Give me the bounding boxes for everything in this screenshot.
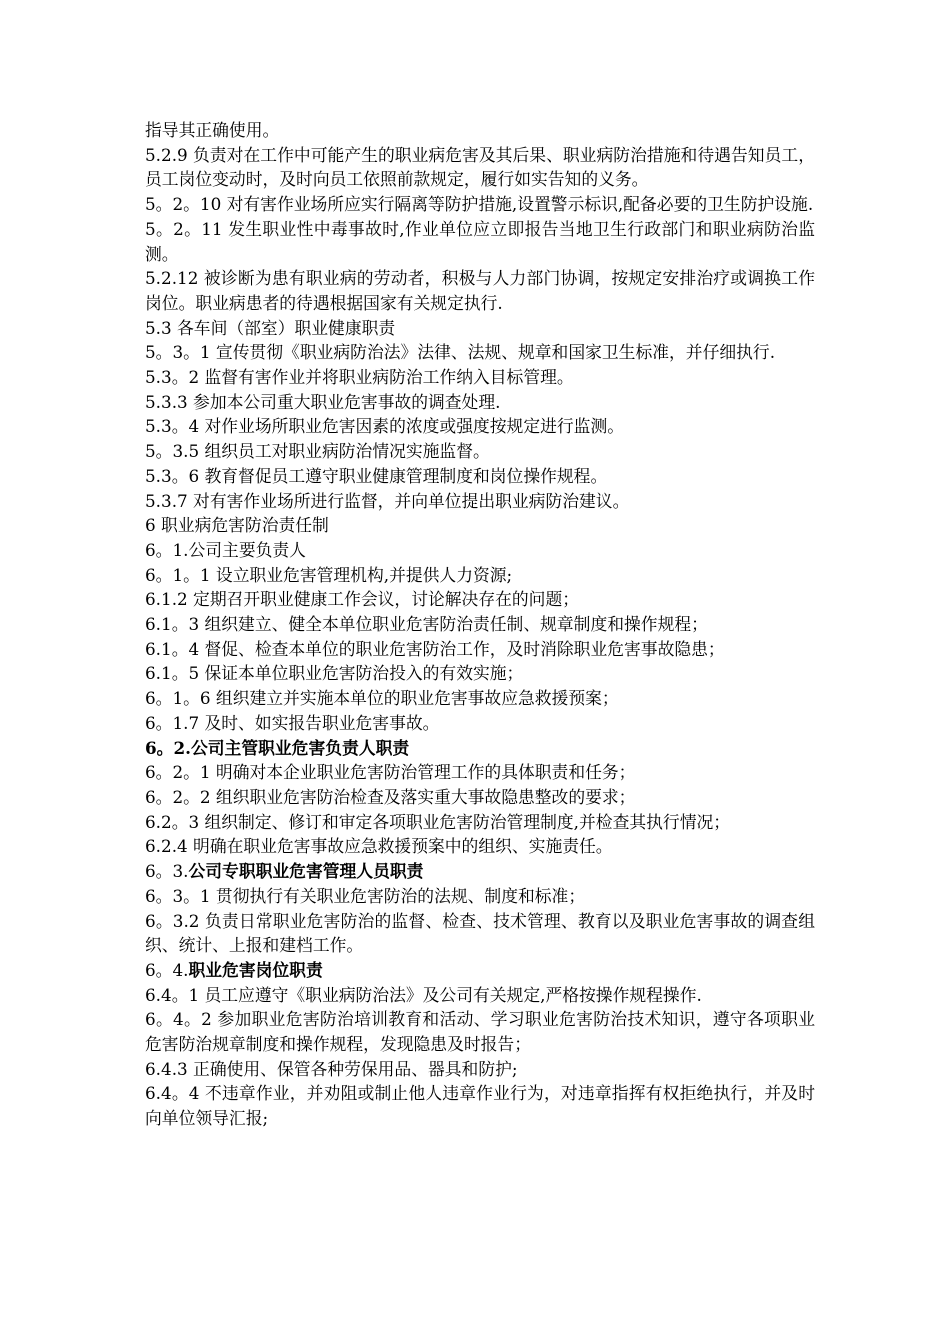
section-title-6-4: 职业危害岗位职责 [188, 959, 323, 980]
paragraph-6-4-2: 6。4。2 参加职业危害防治培训教育和活动、学习职业危害防治技术知识，遵守各项职业危害防治规章制度和操作规程，发现隐患及时报告； [145, 1009, 815, 1055]
paragraph-5-3-2: 5.3。2 监督有害作业并将职业病防治工作纳入目标管理。 [145, 367, 574, 388]
paragraph-5-3-6: 5.3。6 教育督促员工遵守职业健康管理制度和岗位操作规程。 [145, 465, 608, 486]
paragraph-6-2-2: 6。2。2 组织职业危害防治检查及落实重大事故隐患整改的要求； [145, 786, 636, 807]
section-heading-6-3 [145, 859, 815, 884]
paragraph-6-4-3: 6.4.3 正确使用、保管各种劳保用品、器具和防护; [145, 1058, 518, 1079]
paragraph-5-3-1: 5。3。1 宣传贯彻《职业病防治法》法律、法规、规章和国家卫生标准，并仔细执行. [145, 342, 776, 363]
section-heading-6: 6 职业病危害防治责任制 [145, 515, 329, 536]
paragraph-5-2-9: 5.2.9 负责对在工作中可能产生的职业病危害及其后果、职业病防治措施和待遇告知员工，员工岗位变动时，及时向员工依照前款规定，履行如实告知的义务。 [145, 144, 815, 190]
paragraph-5-3-4: 5.3。4 对作业场所职业危害因素的浓度或强度按规定进行监测。 [145, 416, 625, 437]
paragraph-6-2-3: 6.2。3 组织制定、修订和审定各项职业危害防治管理制度,并检查其执行情况； [145, 811, 731, 832]
section-heading-6-4 [145, 958, 815, 983]
paragraph-6-1-3: 6.1。3 组织建立、健全本单位职业危害防治责任制、规章制度和操作规程； [145, 614, 708, 635]
paragraph-6-2-1: 6。2。1 明确对本企业职业危害防治管理工作的具体职责和任务； [145, 762, 636, 783]
paragraph-5-2-12: 5.2.12 被诊断为患有职业病的劳动者，积极与人力部门协调，按规定安排治疗或调换工作岗位。职业病患者的待遇根据国家有关规定执行. [145, 268, 815, 313]
paragraph-0: 指导其正确使用。 [145, 120, 280, 140]
paragraph-6-4-1: 6.4。1 员工应遵守《职业病防治法》及公司有关规定,严格按操作规程操作. [145, 984, 702, 1005]
paragraph-5-3-5: 5。3.5 组织员工对职业病防治情况实施监督。 [145, 441, 490, 462]
paragraph-6-1-2: 6.1.2 定期召开职业健康工作会议，讨论解决存在的问题； [145, 589, 580, 610]
paragraph-6-3-1: 6。3。1 贯彻执行有关职业危害防治的法规、制度和标准； [145, 885, 586, 906]
section-title-6-3: 公司专职职业危害管理人员职责 [188, 861, 424, 882]
paragraph-5-3-3: 5.3.3 参加本公司重大职业危害事故的调查处理. [145, 391, 501, 412]
section-number-6-3: 6。3. [145, 861, 189, 882]
paragraph-5-3-7: 5.3.7 对有害作业场所进行监督，并向单位提出职业病防治建议。 [145, 490, 630, 511]
paragraph-5-2-11: 5。2。11 发生职业性中毒事故时,作业单位应立即报告当地卫生行政部门和职业病防治监测。 [145, 218, 815, 264]
paragraph-6-3-2: 6。3.2 负责日常职业危害防治的监督、检查、技术管理、教育以及职业危害事故的调查组织、统计、上报和建档工作。 [145, 910, 815, 956]
paragraph-6-1-4: 6.1。4 督促、检查本单位的职业危害防治工作，及时消除职业危害事故隐患； [145, 638, 725, 659]
document-page [145, 118, 815, 1131]
paragraph-6-1-5: 6.1。5 保证本单位职业危害防治投入的有效实施； [145, 663, 524, 684]
paragraph-6-4-4: 6.4。4 不违章作业，并劝阻或制止他人违章作业行为，对违章指挥有权拒绝执行，并及时向单位领导汇报; [145, 1083, 815, 1129]
paragraph-6-1-1: 6。1。1 设立职业危害管理机构,并提供人力资源; [145, 564, 513, 585]
section-heading-5-3: 5.3 各车间（部室）职业健康职责 [145, 317, 396, 338]
section-number-6-4: 6。4. [145, 959, 189, 980]
section-heading-6-1: 6。1.公司主要负责人 [145, 539, 306, 560]
paragraph-6-1-6: 6。1。6 组织建立并实施本单位的职业危害事故应急救援预案； [145, 688, 619, 709]
paragraph-5-2-10: 5。2。10 对有害作业场所应实行隔离等防护措施,设置警示标识,配备必要的卫生防护设施. [145, 194, 814, 215]
paragraph-6-1-7: 6。1.7 及时、如实报告职业危害事故。 [145, 712, 440, 733]
paragraph-6-2-4: 6.2.4 明确在职业危害事故应急救援预案中的组织、实施责任。 [145, 836, 613, 857]
section-heading-6-2: 6。2.公司主管职业危害负责人职责 [145, 737, 410, 758]
